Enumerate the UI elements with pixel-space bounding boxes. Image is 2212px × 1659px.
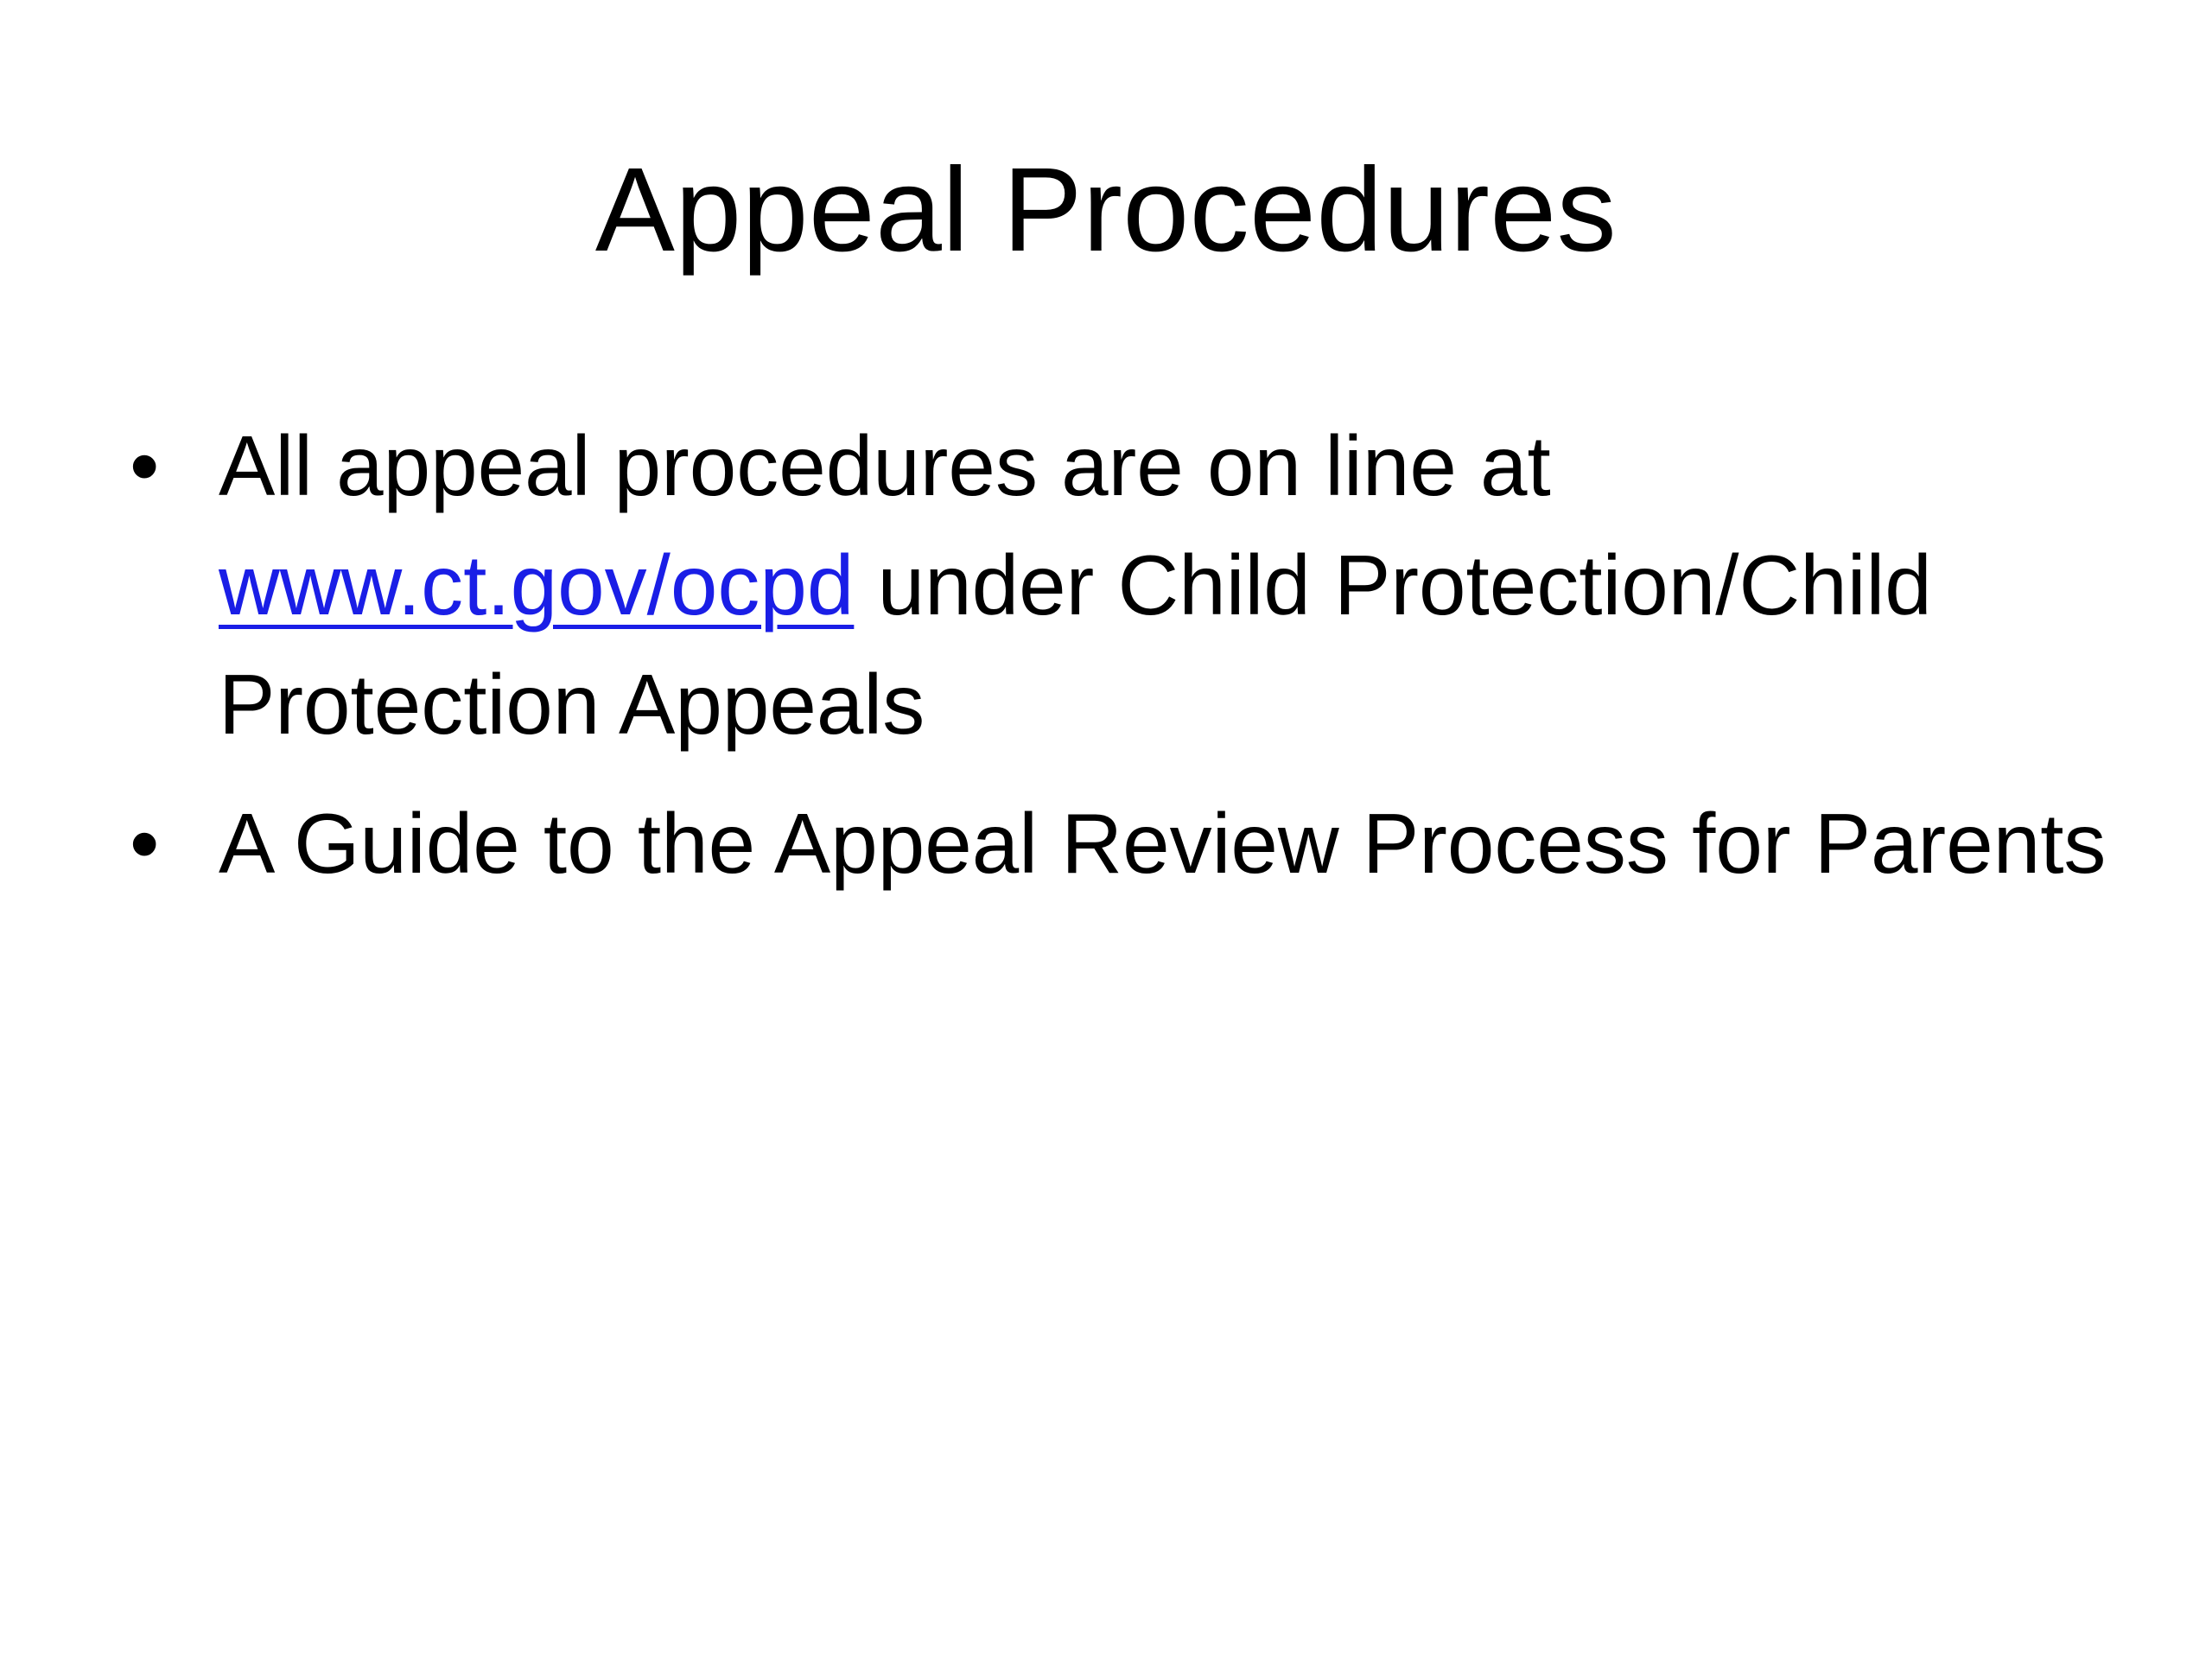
bullet-icon: • <box>130 418 160 513</box>
ocpd-link[interactable]: www.ct.gov/ocpd <box>219 537 855 632</box>
bullet-text-guide: A Guide to the Appeal Review Process for Parents <box>219 796 2107 891</box>
bullet-item-guide <box>130 784 2117 903</box>
bullet-text-after-link: under Child Protection/Child Protection Appeals <box>219 537 1932 752</box>
slide-title: Appeal Procedures <box>594 143 1618 276</box>
bullet-icon: • <box>130 796 160 891</box>
bullet-item-appeal-procedures <box>130 406 2117 764</box>
bullet-text-before-link: All appeal procedures are on line at <box>219 418 1551 513</box>
bullet-list <box>130 406 2117 923</box>
